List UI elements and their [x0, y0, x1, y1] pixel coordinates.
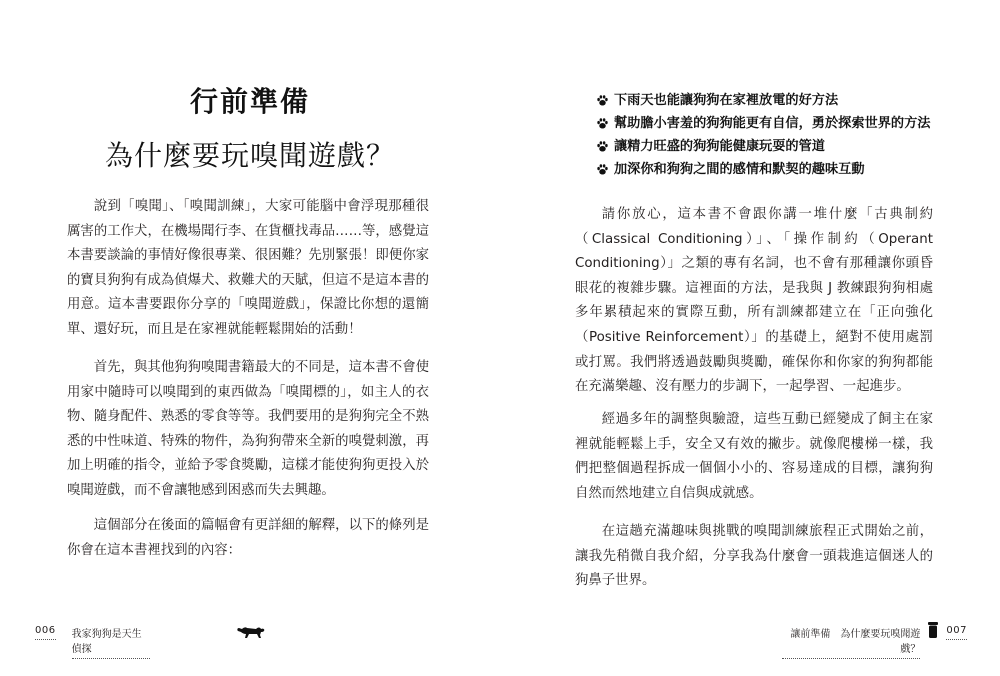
page-number: 007 [946, 625, 967, 640]
running-title: 我家狗狗是天生偵探 [72, 625, 150, 659]
chapter-subtitle: 為什麼要玩嗅聞遊戲？ [104, 139, 395, 172]
body-paragraph-block [67, 514, 429, 563]
trash-bin-icon [928, 622, 938, 638]
dog-silhouette-icon [236, 624, 266, 640]
bullet-text: 加深你和狗狗之間的感情和默契的趣味互動 [614, 162, 865, 177]
right-footer [782, 625, 967, 659]
body-paragraph-block [67, 356, 429, 504]
paw-print-icon [596, 140, 609, 153]
body-paragraph: 說到「嗅聞」、「嗅聞訓練」，大家可能腦中會浮現那種很厲害的工作犬，在機場聞行李、在貨櫃找毒品……等，感覺這本書要談論的事情好像很專業、很困難？先別緊張！即便你家的寶貝狗狗有成為偵爆犬、救難犬的天賦，但這不是這本書的用意。這本書要跟你分享的「嗅聞遊戲」，保證比你想的還簡單、還好玩，而且是在家裡就能輕鬆開始的活動！ [67, 199, 429, 337]
body-paragraph-block [575, 203, 933, 400]
running-title: 讓前準備 為什麼要玩嗅聞遊戲？ [782, 625, 920, 659]
body-paragraph-block [67, 195, 429, 343]
bullet-text: 讓精力旺盛的狗狗能健康玩耍的管道 [614, 139, 825, 154]
feature-bullet-list [596, 89, 976, 181]
body-paragraph: 經過多年的調整與驗證，這些互動已經變成了飼主在家裡就能輕鬆上手，安全又有效的撇步。就像爬樓梯一樣，我們把整個過程拆成一個個小小的、容易達成的目標，讓狗狗自然而然地建立自信與成就感。 [575, 412, 933, 501]
body-paragraph: 在這趟充滿趣味與挑戰的嗅聞訓練旅程正式開始之前，讓我先稍微自我介紹，分享我為什麼會一頭栽進這個迷人的狗鼻子世界。 [575, 524, 933, 589]
body-paragraph-block [575, 408, 933, 506]
left-footer [35, 625, 150, 659]
paw-print-icon [596, 163, 609, 176]
body-paragraph-block [575, 520, 933, 594]
body-paragraph: 這個部分在後面的篇幅會有更詳細的解釋，以下的條列是你會在這本書裡找到的內容： [67, 518, 429, 558]
list-item [596, 135, 976, 158]
list-item [596, 112, 976, 135]
list-item [596, 158, 976, 181]
page-number: 006 [35, 625, 56, 640]
list-item [596, 89, 976, 112]
chapter-title: 行前準備 [189, 85, 310, 118]
bullet-text: 幫助膽小害羞的狗狗能更有自信，勇於探索世界的方法 [614, 116, 931, 131]
paw-print-icon [596, 117, 609, 130]
paw-print-icon [596, 94, 609, 107]
body-paragraph: 首先，與其他狗狗嗅聞書籍最大的不同是，這本書不會使用家中隨時可以嗅聞到的東西做為「嗅聞標的」，如主人的衣物、隨身配件、熟悉的零食等等。我們要用的是狗狗完全不熟悉的中性味道、特殊的物件，為狗狗帶來全新的嗅覺刺激，再加上明確的指令，並給予零食獎勵，這樣才能使狗狗更投入於嗅聞遊戲，而不會讓牠感到困惑而失去興趣。 [67, 360, 429, 498]
body-paragraph: 請你放心，這本書不會跟你講一堆什麼「古典制約（Classical Conditioning）」、「操作制約（Operant Conditioning）」之類的專有名詞，也不會有那種讓你頭昏眼花的複雜步驟。這裡面的方法，是我與 J 教練跟狗狗相處多年累積起來的實際互動，所有訓練都建立在「正向強化（Positive Reinforcement）」的基礎上，絕對不使用處罰或打罵。我們將透過鼓勵與獎勵，確保你和你家的狗狗都能在充滿樂趣、沒有壓力的步調下，一起學習、一起進步。 [575, 207, 933, 395]
bullet-text: 下雨天也能讓狗狗在家裡放電的好方法 [614, 93, 839, 108]
